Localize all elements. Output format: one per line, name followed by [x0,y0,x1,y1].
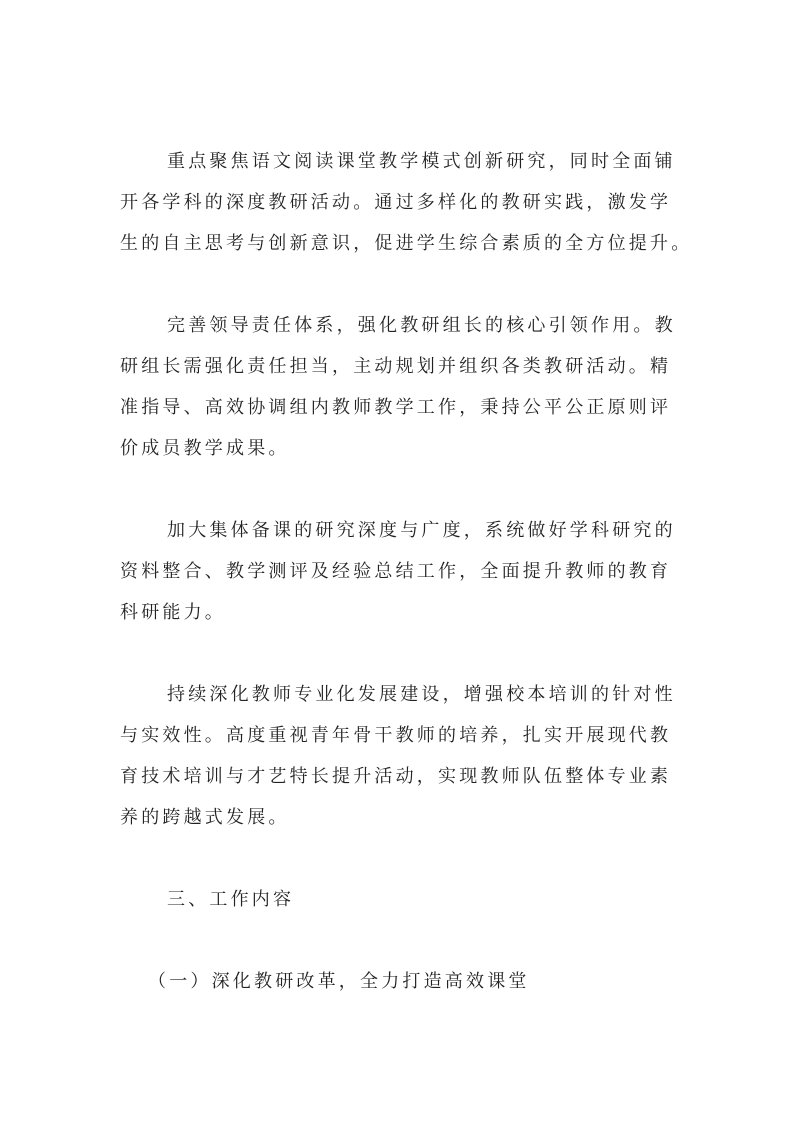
text-line: 加大集体备课的研究深度与广度，系统做好学科研究的 [167,520,676,541]
paragraph-4 [120,674,720,838]
text-line: 生的自主思考与创新意识，促进学生综合素质的全方位提升。 [120,233,693,254]
text-line: 与实效性。高度重视青年骨干教师的培养，扎实开展现代教 [120,725,672,746]
text-line: 资料整合、教学测评及经验总结工作，全面提升教师的教育 [120,561,672,582]
text-line: 准指导、高效协调组内教师教学工作，秉持公平公正原则评 [120,397,672,418]
section-heading: 三、工作内容 [167,889,295,910]
paragraph-1 [120,141,720,264]
text-line: 科研能力。 [120,602,226,623]
text-line: 持续深化教师专业化发展建设，增强校本培训的针对性 [167,684,676,705]
text-line: 研组长需强化责任担当，主动规划并组织各类教研活动。精 [120,356,672,377]
text-line: 开各学科的深度教研活动。通过多样化的教研实践，激发学 [120,192,672,213]
text-line: 重点聚焦语文阅读课堂教学模式创新研究，同时全面铺 [167,151,676,172]
document-body [120,141,720,1002]
subsection-heading: （一）深化教研改革，全力打造高效课堂 [148,971,530,992]
text-line: 价成员教学成果。 [120,438,290,459]
text-line: 养的跨越式发展。 [120,807,290,828]
text-line: 育技术培训与才艺特长提升活动，实现教师队伍整体专业素 [120,766,672,787]
paragraph-3 [120,510,720,633]
text-line: 完善领导责任体系，强化教研组长的核心引领作用。教 [167,315,676,336]
paragraph-2 [120,305,720,469]
